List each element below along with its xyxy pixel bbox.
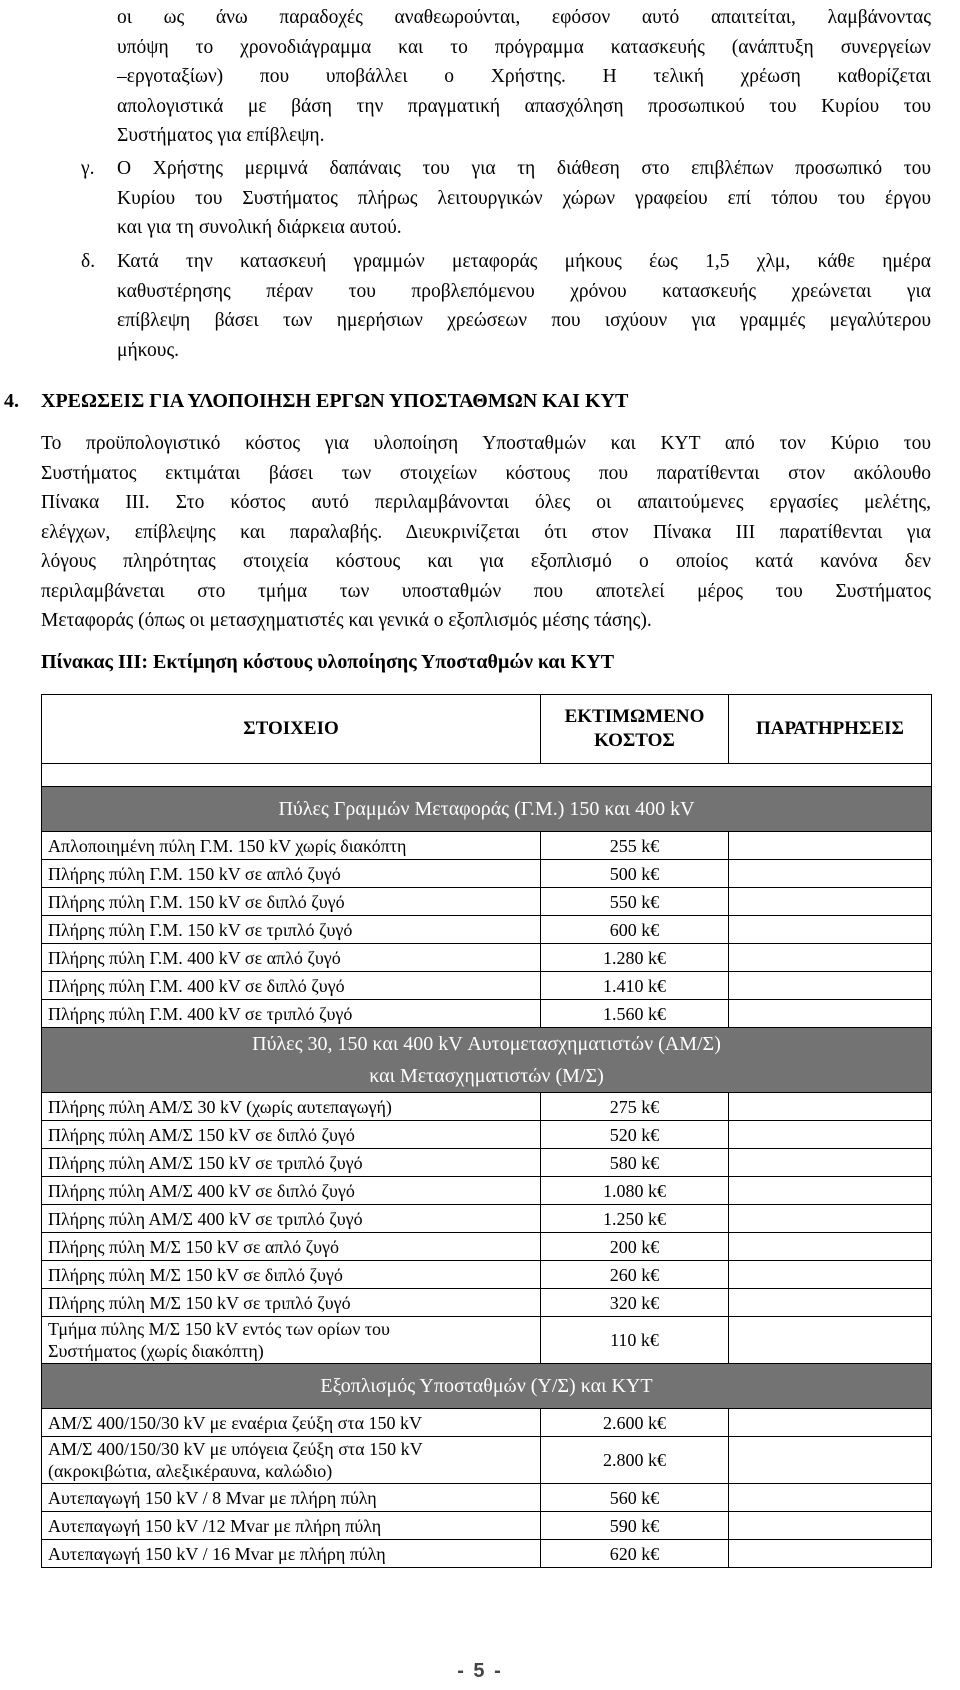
table-spacer-row bbox=[42, 764, 932, 787]
cost-table bbox=[41, 694, 932, 1568]
table-row: Απλοποιημένη πύλη Γ.Μ. 150 kV χωρίς διακόπτη 255 k€ bbox=[42, 832, 932, 860]
text-line: Μεταφοράς (όπως οι μετασχηματιστές και γενικά ο εξοπλισμός μέσης τάσης). bbox=[41, 610, 652, 631]
text-line: και για τη συνολική διάρκεια αυτού. bbox=[117, 217, 402, 238]
table-row: Πλήρης πύλη ΑΜ/Σ 150 kV σε τριπλό ζυγό 580 k€ bbox=[42, 1149, 932, 1177]
text-line: –εργοταξίων) που υποβάλλει ο Χρήστης. Η τελική χρέωση καθορίζεται bbox=[117, 66, 931, 87]
table-row: ΑΜ/Σ 400/150/30 kV με εναέρια ζεύξη στα 150 kV 2.600 k€ bbox=[42, 1409, 932, 1437]
table-row: Πλήρης πύλη ΑΜ/Σ 400 kV σε διπλό ζυγό 1.080 k€ bbox=[42, 1177, 932, 1205]
page-number: - 5 - bbox=[457, 1660, 503, 1682]
text-line: υπόψη το χρονοδιάγραμμα και το πρόγραμμα κατασκευής (ανάπτυξη συνεργείων bbox=[117, 36, 931, 58]
section4-paragraph bbox=[41, 429, 931, 636]
table-row: Αυτεπαγωγή 150 kV / 8 Mvar με πλήρη πύλη 560 k€ bbox=[42, 1484, 932, 1512]
table-row: Πλήρης πύλη ΑΜ/Σ 400 kV σε τριπλό ζυγό 1.250 k€ bbox=[42, 1205, 932, 1233]
table-row: Αυτεπαγωγή 150 kV / 16 Mvar με πλήρη πύλη 620 k€ bbox=[42, 1540, 932, 1568]
table-row: Πλήρης πύλη Μ/Σ 150 kV σε τριπλό ζυγό 320 k€ bbox=[42, 1289, 932, 1317]
item-gamma-paragraph bbox=[117, 154, 931, 243]
text-line: Το προϋπολογιστικό κόστος για υλοποίηση Υποσταθμών και ΚΥΤ από τον Κύριο του bbox=[41, 433, 931, 454]
table-section-header: Εξοπλισμός Υποσταθμών (Υ/Σ) και ΚΥΤ bbox=[42, 1364, 932, 1409]
header-cost: ΕΚΤΙΜΩΜΕΝΟ ΚΟΣΤΟΣ bbox=[541, 695, 729, 764]
section-number: 4. bbox=[4, 390, 19, 412]
table-title: Πίνακας ΙΙΙ: Εκτίμηση κόστους υλοποίησης Υποσταθμών και ΚΥΤ bbox=[41, 651, 615, 673]
table-row: Πλήρης πύλη Γ.Μ. 150 kV σε τριπλό ζυγό 600 k€ bbox=[42, 916, 932, 944]
text-line: οι ως άνω παραδοχές αναθεωρούνται, εφόσον αυτό απαιτείται, λαμβάνοντας bbox=[117, 7, 931, 28]
table-section-header: Πύλες Γραμμών Μεταφοράς (Γ.Μ.) 150 και 400 kV bbox=[42, 787, 932, 832]
item-delta-paragraph bbox=[117, 247, 931, 365]
table-row: Πλήρης πύλη Γ.Μ. 150 kV σε διπλό ζυγό 550 k€ bbox=[42, 888, 932, 916]
table-row: Πλήρης πύλη Μ/Σ 150 kV σε απλό ζυγό 200 k€ bbox=[42, 1233, 932, 1261]
text-line: λόγους πληρότητας στοιχεία κόστους και για εξοπλισμό ο οποίος κατά κανόνα δεν bbox=[41, 551, 931, 572]
text-line: επίβλεψη βάσει των ημερήσιων χρεώσεων που ισχύουν για γραμμές μεγαλύτερου bbox=[117, 310, 931, 331]
header-item: ΣΤΟΙΧΕΙΟ bbox=[42, 695, 541, 764]
list-marker-gamma: γ. bbox=[81, 158, 95, 179]
table-header-row bbox=[42, 695, 932, 764]
text-line: Συστήματος εκτιμάται βάσει των στοιχείων κόστους που παρατίθενται στον ακόλουθο bbox=[41, 462, 931, 484]
table-row: ΑΜ/Σ 400/150/30 kV με υπόγεια ζεύξη στα 150 kV (ακροκιβώτια, αλεξικέραυνα, καλώδιο) 2.800 k€ bbox=[42, 1437, 932, 1484]
table-row: Πλήρης πύλη ΑΜ/Σ 30 kV (χωρίς αυτεπαγωγή) 275 k€ bbox=[42, 1093, 932, 1121]
text-line: Κατά την κατασκευή γραμμών μεταφοράς μήκους έως 1,5 χλμ, κάθε ημέρα bbox=[117, 251, 931, 272]
header-notes: ΠΑΡΑΤΗΡΗΣΕΙΣ bbox=[729, 695, 932, 764]
text-line: Κυρίου του Συστήματος πλήρως λειτουργικών χώρων γραφείου επί τόπου του έργου bbox=[117, 187, 931, 209]
text-line: μήκους. bbox=[117, 339, 180, 361]
text-line: ελέγχων, επίβλεψης και παραλαβής. Διευκρινίζεται ότι στον Πίνακα ΙΙΙ παρατίθενται για bbox=[41, 521, 931, 543]
table-row: Πλήρης πύλη Γ.Μ. 400 kV σε διπλό ζυγό 1.410 k€ bbox=[42, 972, 932, 1000]
table-row: Πλήρης πύλη Γ.Μ. 400 kV σε τριπλό ζυγό 1.560 k€ bbox=[42, 1000, 932, 1028]
table-section-header: Πύλες 30, 150 και 400 kV Αυτομετασχηματιστών (ΑΜ/Σ) και Μετασχηματιστών (Μ/Σ) bbox=[42, 1028, 932, 1093]
table-row: Πλήρης πύλη Γ.Μ. 150 kV σε απλό ζυγό 500 k€ bbox=[42, 860, 932, 888]
text-line: απολογιστικά με βάση την πραγματική απασχόληση προσωπικού του Κυρίου του bbox=[117, 95, 931, 117]
text-line: Πίνακα ΙΙΙ. Στο κόστος αυτό περιλαμβάνονται όλες οι απαιτούμενες εργασίες μελέτης, bbox=[41, 492, 931, 513]
table-row: Τμήμα πύλης Μ/Σ 150 kV εντός των ορίων του Συστήματος (χωρίς διακόπτη) 110 k€ bbox=[42, 1317, 932, 1364]
text-line: καθυστέρησης πέραν του προβλεπόμενου χρόνου κατασκευής χρεώνεται για bbox=[117, 280, 931, 302]
table-row: Πλήρης πύλη Μ/Σ 150 kV σε διπλό ζυγό 260 k€ bbox=[42, 1261, 932, 1289]
table-row: Αυτεπαγωγή 150 kV /12 Mvar με πλήρη πύλη 590 k€ bbox=[42, 1512, 932, 1540]
text-line: Συστήματος για επίβλεψη. bbox=[117, 125, 325, 146]
table-row: Πλήρης πύλη ΑΜ/Σ 150 kV σε διπλό ζυγό 520 k€ bbox=[42, 1121, 932, 1149]
text-line: Ο Χρήστης μεριμνά δαπάναις του για τη διάθεση στο επιβλέπων προσωπικό του bbox=[117, 158, 931, 179]
text-line: περιλαμβάνεται στο τμήμα των υποσταθμών που αποτελεί μέρος του Συστήματος bbox=[41, 580, 931, 602]
table-row: Πλήρης πύλη Γ.Μ. 400 kV σε απλό ζυγό 1.280 k€ bbox=[42, 944, 932, 972]
intro-paragraph bbox=[117, 3, 931, 151]
list-marker-delta: δ. bbox=[81, 251, 96, 272]
section-heading: ΧΡΕΩΣΕΙΣ ΓΙΑ ΥΛΟΠΟΙΗΣΗ ΕΡΓΩΝ ΥΠΟΣΤΑΘΜΩΝ ΚΑΙ ΚΥΤ bbox=[41, 390, 629, 412]
